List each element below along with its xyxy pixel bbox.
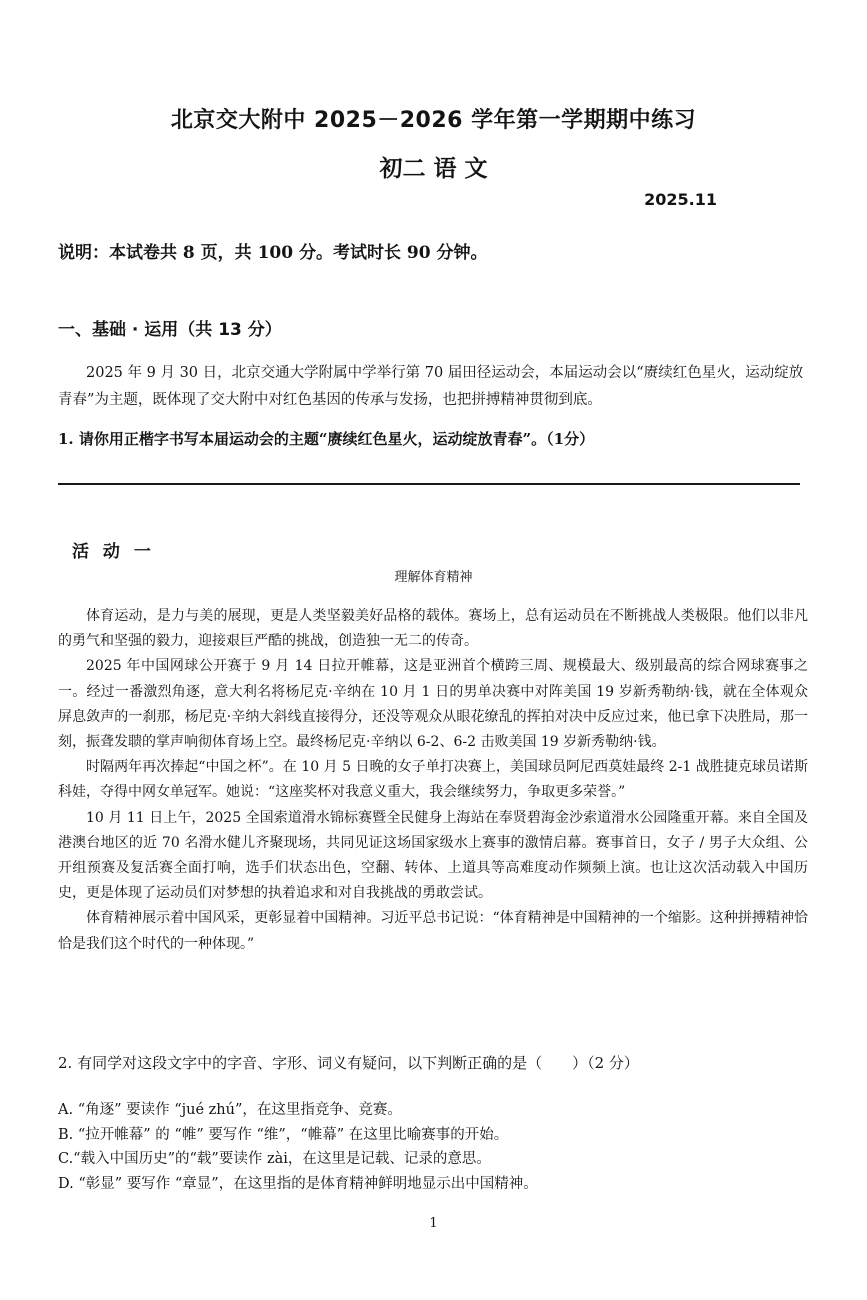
- section-heading: 一、基础 · 运用（共 13 分）: [58, 320, 282, 340]
- question-1: 1. 请你用正楷字书写本届运动会的主题“赓续红色星火，运动绽放青春”。（1分）: [58, 430, 595, 448]
- option-b: B. “拉开帷幕” 的 “帷” 要写作 “维”，“帷幕” 在这里比喻赛事的开始。: [58, 1126, 509, 1143]
- exam-date: 2025.11: [644, 190, 717, 209]
- reading-paragraph: 时隔两年再次捧起“中国之杯”。在 10 月 5 日晚的女子单打决赛上，美国球员阿尼西莫娃最终 2-1 战胜捷克球员诺斯科娃，夺得中网女单冠军。她说：“这座奖杯对我意义重大，我会继续努力，争取更多荣誉。”: [58, 759, 808, 801]
- question-2-options: [58, 1098, 538, 1196]
- exam-title: 北京交大附中 2025－2026 学年第一学期期中练习: [170, 108, 697, 133]
- reading-title: 理解体育精神: [394, 570, 473, 585]
- reading-paragraph: 体育精神展示着中国风采，更彰显着中国精神。习近平总书记说：“体育精神是中国精神的一个缩影。这种拼搏精神恰恰是我们这个时代的一种体现。”: [58, 910, 808, 952]
- subject-heading: 初二 语 文: [379, 156, 488, 182]
- option-c: C.“载入中国历史”的“载”要读作 zài，在这里是记载、记录的意思。: [58, 1151, 491, 1167]
- option-a: A. “角逐” 要读作 “jué zhú”，在这里指竞争、竞赛。: [58, 1102, 402, 1118]
- reading-paragraph: 2025 年中国网球公开赛于 9 月 14 日拉开帷幕，这是亚洲首个横跨三周、规模最大、级别最高的综合网球赛事之一。经过一番激烈角逐，意大利名将杨尼克·辛纳在 10 月 1 日的男单决赛中对阵美国 19 岁新秀勒纳·钱，就在全体观众屏息敛声的一刹那，杨尼克·辛纳大斜线直接得分，还没等观众从眼花缭乱的挥拍对决中反应过来，他已拿下决胜局，那一刻，振聋发聩的掌声响彻体育场上空。最终杨尼克·辛纳以 6-2、6-2 击败美国 19 岁新秀勒纳·钱。: [58, 658, 808, 751]
- page-number: 1: [429, 1216, 438, 1231]
- reading-passage: [58, 604, 808, 957]
- section-intro: 2025 年 9 月 30 日，北京交通大学附属中学举行第 70 届田径运动会，本届运动会以“赓续红色星火，运动绽放青春”为主题，既体现了交大附中对红色基因的传承与发扬，也把拼搏精神贯彻到底。: [58, 365, 804, 408]
- exam-instructions: 说明：本试卷共 8 页，共 100 分。考试时长 90 分钟。: [58, 243, 488, 263]
- reading-paragraph: 10 月 11 日上午，2025 全国索道滑水锦标赛暨全民健身上海站在奉贤碧海金沙索道滑水公园隆重开幕。来自全国及港澳台地区的近 70 名滑水健儿齐聚现场，共同见证这场国家级水上赛事的激情启幕。赛事首日，女子 / 男子大众组、公开组预赛及复活赛全面打响，选手们状态出色，空翻、转体、上道具等高难度动作频频上演。也让这次活动载入中国历史，更是体现了运动员们对梦想的执着追求和对自我挑战的勇敢尝试。: [58, 809, 808, 902]
- activity-label: 活 动 一: [72, 542, 155, 562]
- question-2: 2. 有同学对这段文字中的字音、字形、词义有疑问，以下判断正确的是（ ）（2 分）: [58, 1054, 639, 1072]
- answer-writing-line[interactable]: [58, 483, 800, 485]
- option-d: D. “彰显” 要写作 “章显”，在这里指的是体育精神鲜明地显示出中国精神。: [58, 1175, 538, 1192]
- reading-paragraph: 体育运动，是力与美的展现，更是人类坚毅美好品格的载体。赛场上，总有运动员在不断挑战人类极限。他们以非凡的勇气和坚强的毅力，迎接艰巨严酷的挑战，创造独一无二的传奇。: [58, 608, 808, 650]
